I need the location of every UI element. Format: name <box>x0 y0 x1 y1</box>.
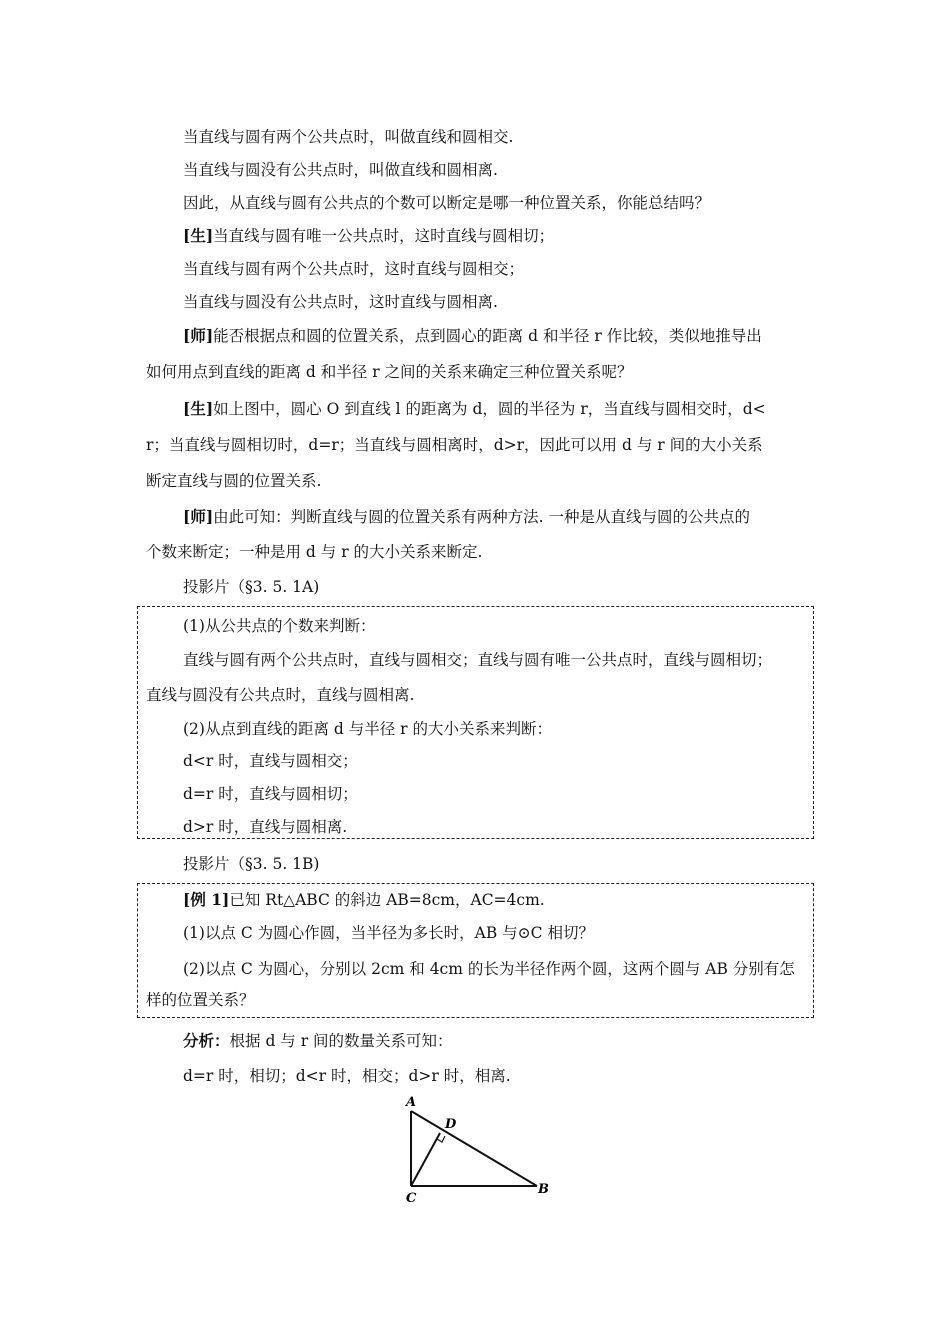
analysis-tag: 分析： <box>183 1031 230 1050</box>
teacher-tag: [师] <box>183 507 214 526</box>
label-b: B <box>538 1182 549 1197</box>
label-c: C <box>406 1191 417 1206</box>
teacher-tag: [师] <box>183 326 214 345</box>
student-line: 断定直线与圆的位置关系. <box>146 472 322 490</box>
slide-b-label: 投影片（§3. 5. 1B) <box>183 855 320 873</box>
student-answer-2 <box>183 398 766 420</box>
analysis-line: d=r 时，相切；d<r 时，相交；d>r 时，相离. <box>183 1067 511 1085</box>
example-line: (2)以点 C 为圆心，分别以 2cm 和 4cm 的长为半径作两个圆，这两个圆与 AB 分别有怎 <box>183 960 795 978</box>
box-a-line: d=r 时，直线与圆相切； <box>183 785 358 803</box>
box-a-line: 直线与圆没有公共点时，直线与圆相离. <box>146 686 415 704</box>
student-tag: [生] <box>183 226 214 245</box>
analysis-line <box>183 1030 453 1052</box>
student-line: 当直线与圆有唯一公共点时，这时直线与圆相切； <box>213 227 555 245</box>
triangle-figure <box>395 1090 560 1210</box>
example-tag: [例 1] <box>183 890 230 909</box>
box-a-line: (2)从点到直线的距离 d 与半径 r 的大小关系来判断： <box>183 720 552 738</box>
example-text: 已知 Rt△ABC 的斜边 AB=8cm，AC=4cm. <box>229 891 545 909</box>
example-line: 样的位置关系？ <box>146 991 255 1009</box>
student-line: 当直线与圆没有公共点时，这时直线与圆相离. <box>183 293 498 311</box>
intro-line-3: 因此，从直线与圆有公共点的个数可以断定是哪一种位置关系，你能总结吗？ <box>183 194 711 212</box>
teacher-line: 个数来断定；一种是用 d 与 r 的大小关系来断定. <box>146 543 483 561</box>
box-a-line: d>r 时，直线与圆相离. <box>183 818 348 836</box>
label-a: A <box>406 1095 417 1110</box>
box-a-line: 直线与圆有两个公共点时，直线与圆相交；直线与圆有唯一公共点时，直线与圆相切； <box>183 651 773 669</box>
teacher-line: 能否根据点和圆的位置关系，点到圆心的距离 d 和半径 r 作比较，类似地推导出 <box>213 327 762 345</box>
analysis-text: 根据 d 与 r 间的数量关系可知： <box>229 1032 453 1050</box>
teacher-question <box>183 325 762 347</box>
student-line: r；当直线与圆相切时，d=r；当直线与圆相离时，d>r，因此可以用 d 与 r 间的大小关系 <box>146 436 763 454</box>
student-tag: [生] <box>183 399 214 418</box>
teacher-conclusion <box>183 506 750 528</box>
student-line: 如上图中，圆心 O 到直线 l 的距离为 d，圆的半径为 r，当直线与圆相交时，d< <box>213 400 766 418</box>
student-line: 当直线与圆有两个公共点时，这时直线与圆相交； <box>183 260 525 278</box>
slide-a-label: 投影片（§3. 5. 1A) <box>183 578 320 596</box>
teacher-line: 由此可知：判断直线与圆的位置关系有两种方法. 一种是从直线与圆的公共点的 <box>213 508 751 526</box>
example-line <box>183 889 545 911</box>
teacher-line: 如何用点到直线的距离 d 和半径 r 之间的关系来确定三种位置关系呢？ <box>146 363 633 381</box>
intro-line-2: 当直线与圆没有公共点时，叫做直线和圆相离. <box>183 161 498 179</box>
example-line: (1)以点 C 为圆心作圆，当半径为多长时，AB 与⊙C 相切？ <box>183 924 594 942</box>
intro-line-1: 当直线与圆有两个公共点时，叫做直线和圆相交. <box>183 128 514 146</box>
side-ab <box>411 1111 537 1186</box>
box-a-line: d<r 时，直线与圆相交； <box>183 752 358 770</box>
altitude-cd <box>411 1133 440 1186</box>
box-a-line: (1)从公共点的个数来判断： <box>183 617 376 635</box>
label-d: D <box>445 1117 457 1132</box>
student-answer-1 <box>183 225 554 247</box>
